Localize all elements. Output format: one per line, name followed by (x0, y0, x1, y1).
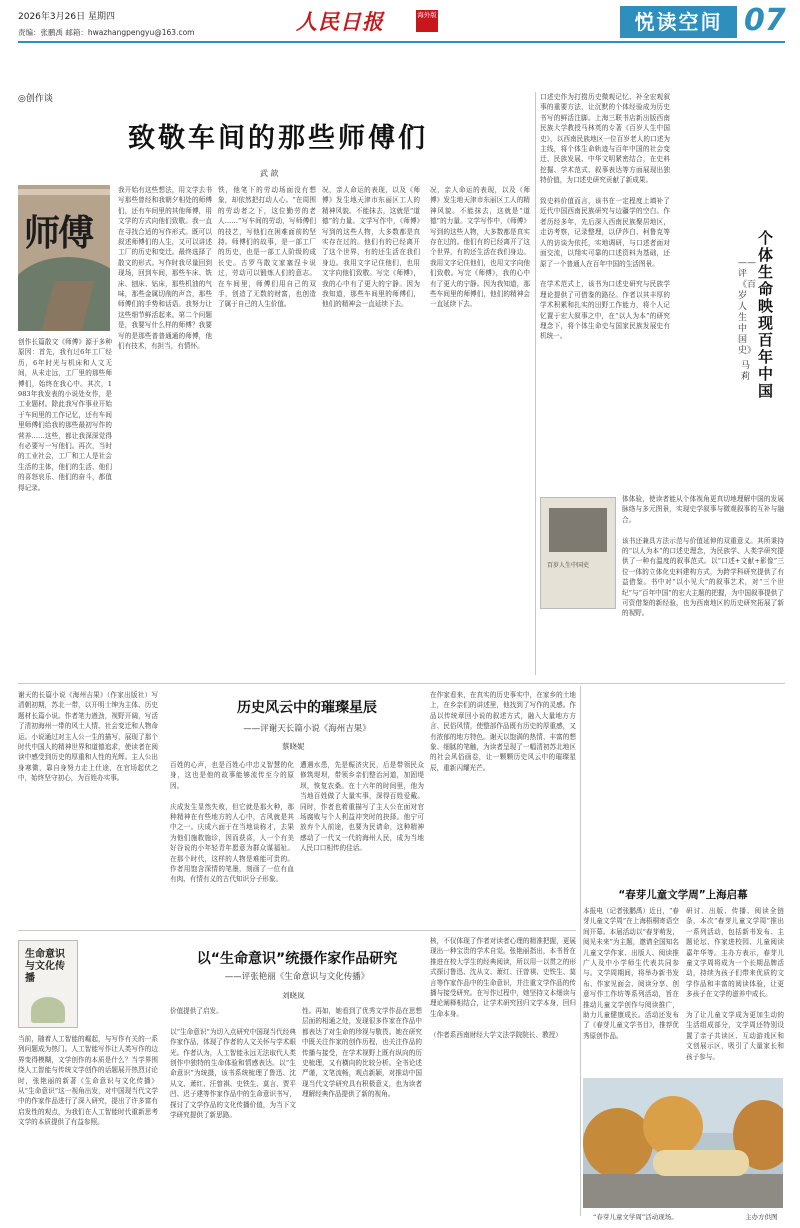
book-cover-shifu-title: 师傅 (24, 212, 93, 254)
header-date: 2026年3月26日 星期四 (18, 12, 115, 22)
column-divider (535, 92, 536, 675)
article5-author: 刘晓岚 (282, 991, 305, 1000)
photo-caption: “春芽儿童文学周”活动现场。 (593, 1213, 678, 1221)
event-photo (583, 1078, 783, 1208)
article5-column-4: 核，不仅体现了作者对读者心理的精准把握，更展现出一种宝贵的学术自觉。张艳丽指出，本书旨在推进在校大学生的经典阅读，所以用一以贯之的形式探讨鲁迅、沈从文、萧红、汪曾祺、史铁生、莫言等作家作品中的生命意识，并注重文学作品的传播与接受研究。在写作过程中，她坚持文本细读与理论阐释相结合，让学术研究回归文学本身，回归生命本身。 （作者系西南财经大学文法学院院长、教授） (430, 937, 576, 1039)
column-label: ◎创作谈 (18, 94, 53, 104)
article1-column-1: 创作长篇散文《师傅》源于多种原因：首先，我有过6年工厂经历，6年时光与机床和人文无间，从未走远，工厂里的那些师傅们，始终在我心中。其次，1983年我发表的小说处女作，是工业题材。除此我写作事业开始于车间里的工作记忆，还有车间里师傅们给我的那些最初写作的营养……这些，都让我深深觉得有必要写一写他们。再次，当时的工业社会，工厂和工人是社会生活的主体，他们的生活、他们的喜怒哀乐、他们的奋斗，都值得记录。 (18, 338, 112, 492)
article5-column-1: 当前，随着人工智能的崛起，与写作有关的一系列问题成为热门。人工智能写作让人类写作的边界变得模糊，文学创作的本质是什么？当学界围绕人工智能与传统文学创作的话题展开热烈讨论时，张艳丽的新著《生命意识与文化传播》从“生命意识”这一视角出发，对中国现当代文学中的作家作品进行了深入研究，提出了许多富有启发性的观点，为我们在人工智能时代重新思考文学的本质提供了有益参照。 (18, 1035, 158, 1127)
article2-column-b: 体体验，使读者能从个体视角更真切地理解中国的发展脉络与多元图景，实现史学叙事与微观叙事的互补与融合。 该书还兼具方法示范与价值延伸的双重意义。其所秉持的“以人为本”的口述史理念，为民族学、人类学研究提供了一种有温度的叙事范式。以“口述+文献+影像”三位一体的立体化史料建构方式，为跨学科研究提供了有益借鉴。书中对“以小见大”的叙事艺术，对“三个世纪”与“百年中国”的宏大主题的把握，为中国叙事提供了可资借鉴的新经验，也为西南地区的历史研究拓展了新的视野。 (622, 495, 784, 618)
book-cover-centenarian-title: 百岁人生中国史 (547, 562, 590, 569)
article3-author: 蔡晓妮 (282, 742, 305, 751)
article3-title: 历史风云中的璀璨星辰 (237, 700, 377, 716)
header-editors: 责编：张鹏禹 邮箱：hwazhangpengyu@163.com (18, 28, 195, 37)
article3-column-2: 百姓的心声，也是百姓心中忠义智慧的化身，这也是他的故事能够流传至今的原因。 庆成发生显然失败，但它就是那火种，那种精神在有些地方的人心中，古风就是其中之一。庆成六面于在当地谈称才，去果为他们施救施诊，因而获喜，人一个有美好谷说的小年轻青年愿意为群众谋福祉。在那个时代，这样的人物是难能可贵的。作者用饱含深情的笔墨，刻画了一位有血有肉、有情有义的古代知识分子形象。 (170, 761, 294, 884)
section-divider (18, 930, 576, 931)
article5-title: 以“生命意识”统摄作家作品研究 (196, 951, 398, 967)
book-cover-life-consciousness (18, 940, 78, 1028)
article1-column-3: 铁，他笔下的劳动场面没有想象，却依然把打动人心。“在周围的劳动者之下，这位勤劳的老人……”写车间的劳动，写师傅们的技艺，写他们在困难面前的坚持。师傅们的故事，是一部工厂的历史，也是一部工人阶级的成长史。古罗马散文家塞涅卡说过，劳动可以锻炼人们的意志。在车间里，师傅们用自己的双手，创造了无数的财富，也创造了属于自己的人生价值。 (218, 186, 316, 309)
article5-column-2: 价值提供了启发。 以“生命意识”为切入点研究中国现当代经典作家作品，体现了作者的人文关怀与学术眼光。作者认为，人工智能永远无法取代人类创作中独特的生命体验和情感表达。以“生命意识”为统摄，该书系统梳理了鲁迅、沈从文、萧红、汪曾祺、史铁生、莫言、贾平凹、迟子建等作家作品中的生命意识书写，探讨了文学作品的文化传播价值，为当下文学研究提供了新思路。 (170, 1007, 296, 1120)
article4-column-2: 研讨、出版、传播、阅读全链条，本次“春芽儿童文学周”推出一系列活动，包括新书发布、主题论坛、作家进校园、儿童阅读嘉年华等。主办方表示，春芽儿童文学周将成为一个长期品牌活动，持续为孩子们带来优质的文学作品和丰富的阅读体验，让更多孩子在文学的滋养中成长。 为了让儿童文学成为更加生动的生活组成部分，文学周还特别设置了亲子共读区、互动游戏区和文创展示区，吸引了大量家长和孩子参与。 (686, 907, 784, 1061)
article3-column-3: 遭遇水患，先是赈济灾民，后是带领民众修筑堤坝，带领乡亲们整治河道，加固堤坝，恢复农桑。在十六年的时间里，他为当地百姓做了大量实事，深得百姓爱戴。同时，作者也着重描写了主人公在面对官场腐败与个人利益冲突时的抉择。他宁可放弃个人前途，也要为民请命，这种精神感动了一代又一代的海州人民，成为当地人民口口相传的佳话。 (300, 761, 424, 853)
article5-subtitle: ——评张艳丽《生命意识与文化传播》 (224, 972, 370, 982)
article2-subtitle: ——评《百岁人生中国史》 (738, 258, 757, 356)
masthead-logo: 人民日报 (296, 9, 384, 34)
article1-column-4: 况，亲人命运的表现，以及《师傅》发生地天津市东丽区工人的精神风貌。不能抹去，这就是“道德”的力量。文学写作中，《师傅》写到的这些人物，大多数都是真实存在过的。他们有的已经离开了这个世界，有的还生活在我们身边。我用文字记住他们，也用文字向他们致敬。写完《师傅》，我的心中有了更大的宁静。因为我知道，那些车间里的师傅们，他们的精神会一直延续下去。 (322, 186, 420, 309)
header-rule (18, 41, 785, 43)
photo-credit: 主办方供图 (745, 1213, 778, 1221)
article4-title: “春芽儿童文学周”上海启幕 (618, 889, 748, 901)
article3-column-4: 在作家看来，在真实的历史事实中，在家乡的土地上，在乡亲们的讲述里，他找到了写作的灵感。作品以传统章回小说的叙述方式，融入大量地方方言、民俗风情，使整部作品既有历史的厚重感，又有浓郁的地方特色。谢天以饱满的热情、丰富的想象、细腻的笔触，为读者呈现了一幅清初苏北地区的社会风俗画卷，让一颗颗历史风云中的璀璨星辰，重新闪耀光芒。 (430, 691, 576, 772)
article5-column-3: 性。再如，她看到了优秀文学作品在思想层面的相通之处，发现很多作家在作品中都表达了对生命的珍视与敬畏。她在研究中既关注作家的创作历程，也关注作品的传播与接受，在学术视野上既有纵向的历史梳理，又有横向的比较分析。全书论述严谨，文笔流畅，观点新颖，对推动中国现当代文学研究具有积极意义，也为读者理解经典作品提供了新的视角。 (302, 1007, 422, 1099)
section-name-banner: 悦读空间 (620, 6, 737, 38)
book-cover-centenarian (540, 497, 616, 609)
column-divider (580, 686, 581, 1216)
article2-column-a: 口述史作为打捞历史微观记忆、补全宏观叙事的重要方法，让沉默的个体经验成为历史书写的鲜活注脚。上海三联书店新出版西南民族大学教授马林英的专著《百岁人生中国史》，以西南民族地区一位百岁老人的口述为主线，将个体生命轨迹与百年中国的社会变迁、民族发展、中华文明紧密结合，在史料挖掘、学术范式、叙事表达等方面展现出独特价值，为口述史研究贡献了新成果。 致史料价值而言，该书在一定程度上填补了近代中国西南民族研究与边疆学的空白。作者历经多年，先后深入西南民族聚居地区，走访考察，记录整理，以伊莎白、柯鲁克等人的访谈为依托，实地调研，与口述者面对面交流，以翔实可靠的口述资料为基础，还原了一个普通人在百年中国的生活图景。 在学术范式上，该书为口述史研究与民族学理论提供了可借鉴的路径。作者以其丰厚的学术积累和扎实的田野工作能力，将个人记忆置于宏大叙事之中，在“以人为本”的研究理念下，将个体生命史与国家民族发展史有机统一。 (540, 93, 670, 341)
article1-title: 致敬车间的那些师傅们 (128, 123, 428, 154)
article3-subtitle: ——评谢天长篇小说《海州吉果》 (243, 724, 371, 734)
article1-column-2: 我开始有这些想法，用文学去书写那些曾经和我朝夕相处的师傅们，还有车间里的其他师傅，用文学的方式向他们致敬。我一直在寻找合适的写作形式。既可以叙述师傅们的人生，又可以讲述工厂的历史和变迁。最终选择了散文的形式。写作时我尽量回到现场，回到车间，那些车床、铣床、刨床、钻床，那些机油的气味，那些金属切削的声音，那些师傅们的手势和话语。我努力让这些细节鲜活起来。第二个问题是，我要写什么样的师傅？我要写的是那些普普通通的师傅，他们有技术，有担当，有情怀。 (118, 186, 212, 351)
article2-title: 个体生命映现百年中国 (758, 229, 774, 400)
article3-column-1: 谢天的长篇小说《海州吉果》（作家出版社）写清朝初期，苏北一带，以开明士绅为主体、历史题材长篇小说。作者笔力遒劲，视野开阔，写活了清初海州一带的风土人情、社会变迁和人物命运。小说通过对主人公一生的描写，展现了那个时代中国人的精神世界和道德追求，使读者在阅读中感受到历史的厚重和人性的光辉。主人公出身寒微，靠自身努力走上仕途，在官场起伏之中，始终坚守初心，为百姓办实事。 (18, 691, 158, 783)
section-divider (18, 683, 785, 684)
article1-column-5: 况，亲人命运的表现，以及《师傅》发生地天津市东丽区工人的精神风貌。不能抹去，这就是“道德”的力量。文学写作中，《师傅》写到的这些人物，大多数都是真实存在过的。他们有的已经离开了这个世界，有的还生活在我们身边。我用文字记住他们，也用文字向他们致敬。写完《师傅》，我的心中有了更大的宁静。因为我知道，那些车间里的师傅们，他们的精神会一直延续下去。 (430, 186, 530, 309)
article1-author: 武 歆 (260, 169, 279, 178)
book-cover-shifu (18, 185, 110, 331)
page-number: 07 (744, 3, 786, 38)
masthead-sub-badge: 海外版 (416, 10, 438, 32)
book-cover-life-consciousness-title: 生命意识与文化传播 (25, 949, 65, 984)
article2-author: 马 莉 (741, 361, 751, 382)
article4-column-1: 本报电（记者张鹏禹）近日，“春芽儿童文学周”在上海梧桐寄语空间开幕。本届活动以“春芽萌发，阅见未来”为主题，邀请全国知名儿童文学作家、出版人、阅读推广人及中小学师生代表共同参与。文学周期间，将举办新书发布、作家见面会、阅读分享、创意写作工作坊等系列活动，旨在推动儿童文学创作与阅读推广，助力儿童健康成长。活动还发布了《春芽儿童文学书目》，推荐优秀原创作品。 (583, 907, 679, 1040)
